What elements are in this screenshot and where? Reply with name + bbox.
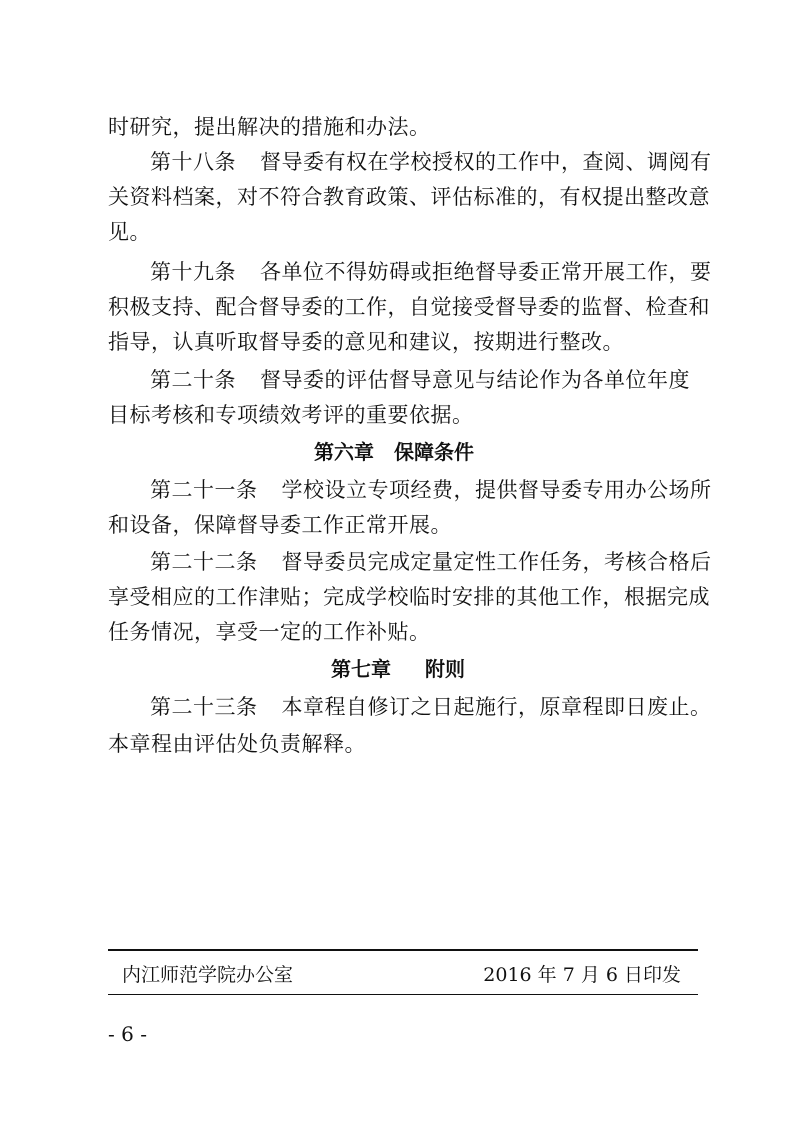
line-text: 本章程自修订之日起施行，原章程即日废止。 (281, 695, 712, 719)
article-23-line-2 (108, 731, 366, 757)
line-text: 关资料档案，对不符合教育政策、评估标准的，有权提出整改意 (108, 185, 710, 209)
footer-issuer: 内江师范学院办公室 (122, 964, 294, 986)
line-text: 督导委的评估督导意见与结论作为各单位年度 (260, 368, 690, 392)
line-text: 督导委有权在学校授权的工作中，查阅、调阅有 (260, 150, 712, 174)
article-number: 第二十条 (150, 368, 236, 392)
article-19-line-2 (108, 294, 710, 320)
chapter-number: 第六章 (314, 440, 374, 464)
chapter-6-heading (314, 439, 474, 465)
footer-bottom-rule (108, 994, 698, 995)
page-number: - 6 - (108, 1022, 147, 1046)
article-22-line-2 (108, 584, 710, 610)
article-number: 第十八条 (150, 150, 236, 174)
article-23-line-1 (150, 694, 712, 720)
line-text: 督导委员完成定量定性工作任务，考核合格后 (281, 550, 712, 574)
footer-top-rule (108, 949, 698, 951)
article-22-line-3 (108, 619, 431, 645)
line-text: 本章程由评估处负责解释。 (108, 732, 366, 756)
line-text: 指导，认真听取督导委的意见和建议，按期进行整改。 (108, 330, 624, 354)
article-19-line-1 (150, 259, 712, 285)
chapter-title: 保障条件 (394, 440, 474, 464)
line-text: 时研究，提出解决的措施和办法。 (108, 115, 431, 139)
article-18-line-2 (108, 184, 710, 210)
article-19-line-3 (108, 329, 624, 355)
article-number: 第十九条 (150, 260, 236, 284)
article-number: 第二十二条 (150, 550, 258, 574)
line-text: 享受相应的工作津贴；完成学校临时安排的其他工作，根据完成 (108, 585, 710, 609)
footer-date: 2016 年 7 月 6 日印发 (483, 964, 681, 986)
article-number: 第二十三条 (150, 695, 258, 719)
line-text: 和设备，保障督导委工作正常开展。 (108, 513, 452, 537)
line-text: 学校设立专项经费，提供督导委专用办公场所 (281, 478, 712, 502)
chapter-7-heading (331, 656, 465, 682)
chapter-title: 附则 (425, 657, 465, 681)
article-20-line-2 (108, 402, 474, 428)
line-text: 任务情况，享受一定的工作补贴。 (108, 620, 431, 644)
article-20-line-1 (150, 367, 690, 393)
article-21-line-1 (150, 477, 712, 503)
article-22-line-1 (150, 549, 712, 575)
article-21-line-2 (108, 512, 452, 538)
paragraph-continuation (108, 114, 431, 140)
line-text: 积极支持、配合督导委的工作，自觉接受督导委的监督、检查和 (108, 295, 710, 319)
chapter-number: 第七章 (331, 657, 391, 681)
line-text: 目标考核和专项绩效考评的重要依据。 (108, 403, 474, 427)
article-18-line-1 (150, 149, 712, 175)
line-text: 各单位不得妨碍或拒绝督导委正常开展工作，要 (260, 260, 712, 284)
article-number: 第二十一条 (150, 478, 258, 502)
line-text: 见。 (108, 220, 151, 244)
article-18-line-3 (108, 219, 151, 245)
